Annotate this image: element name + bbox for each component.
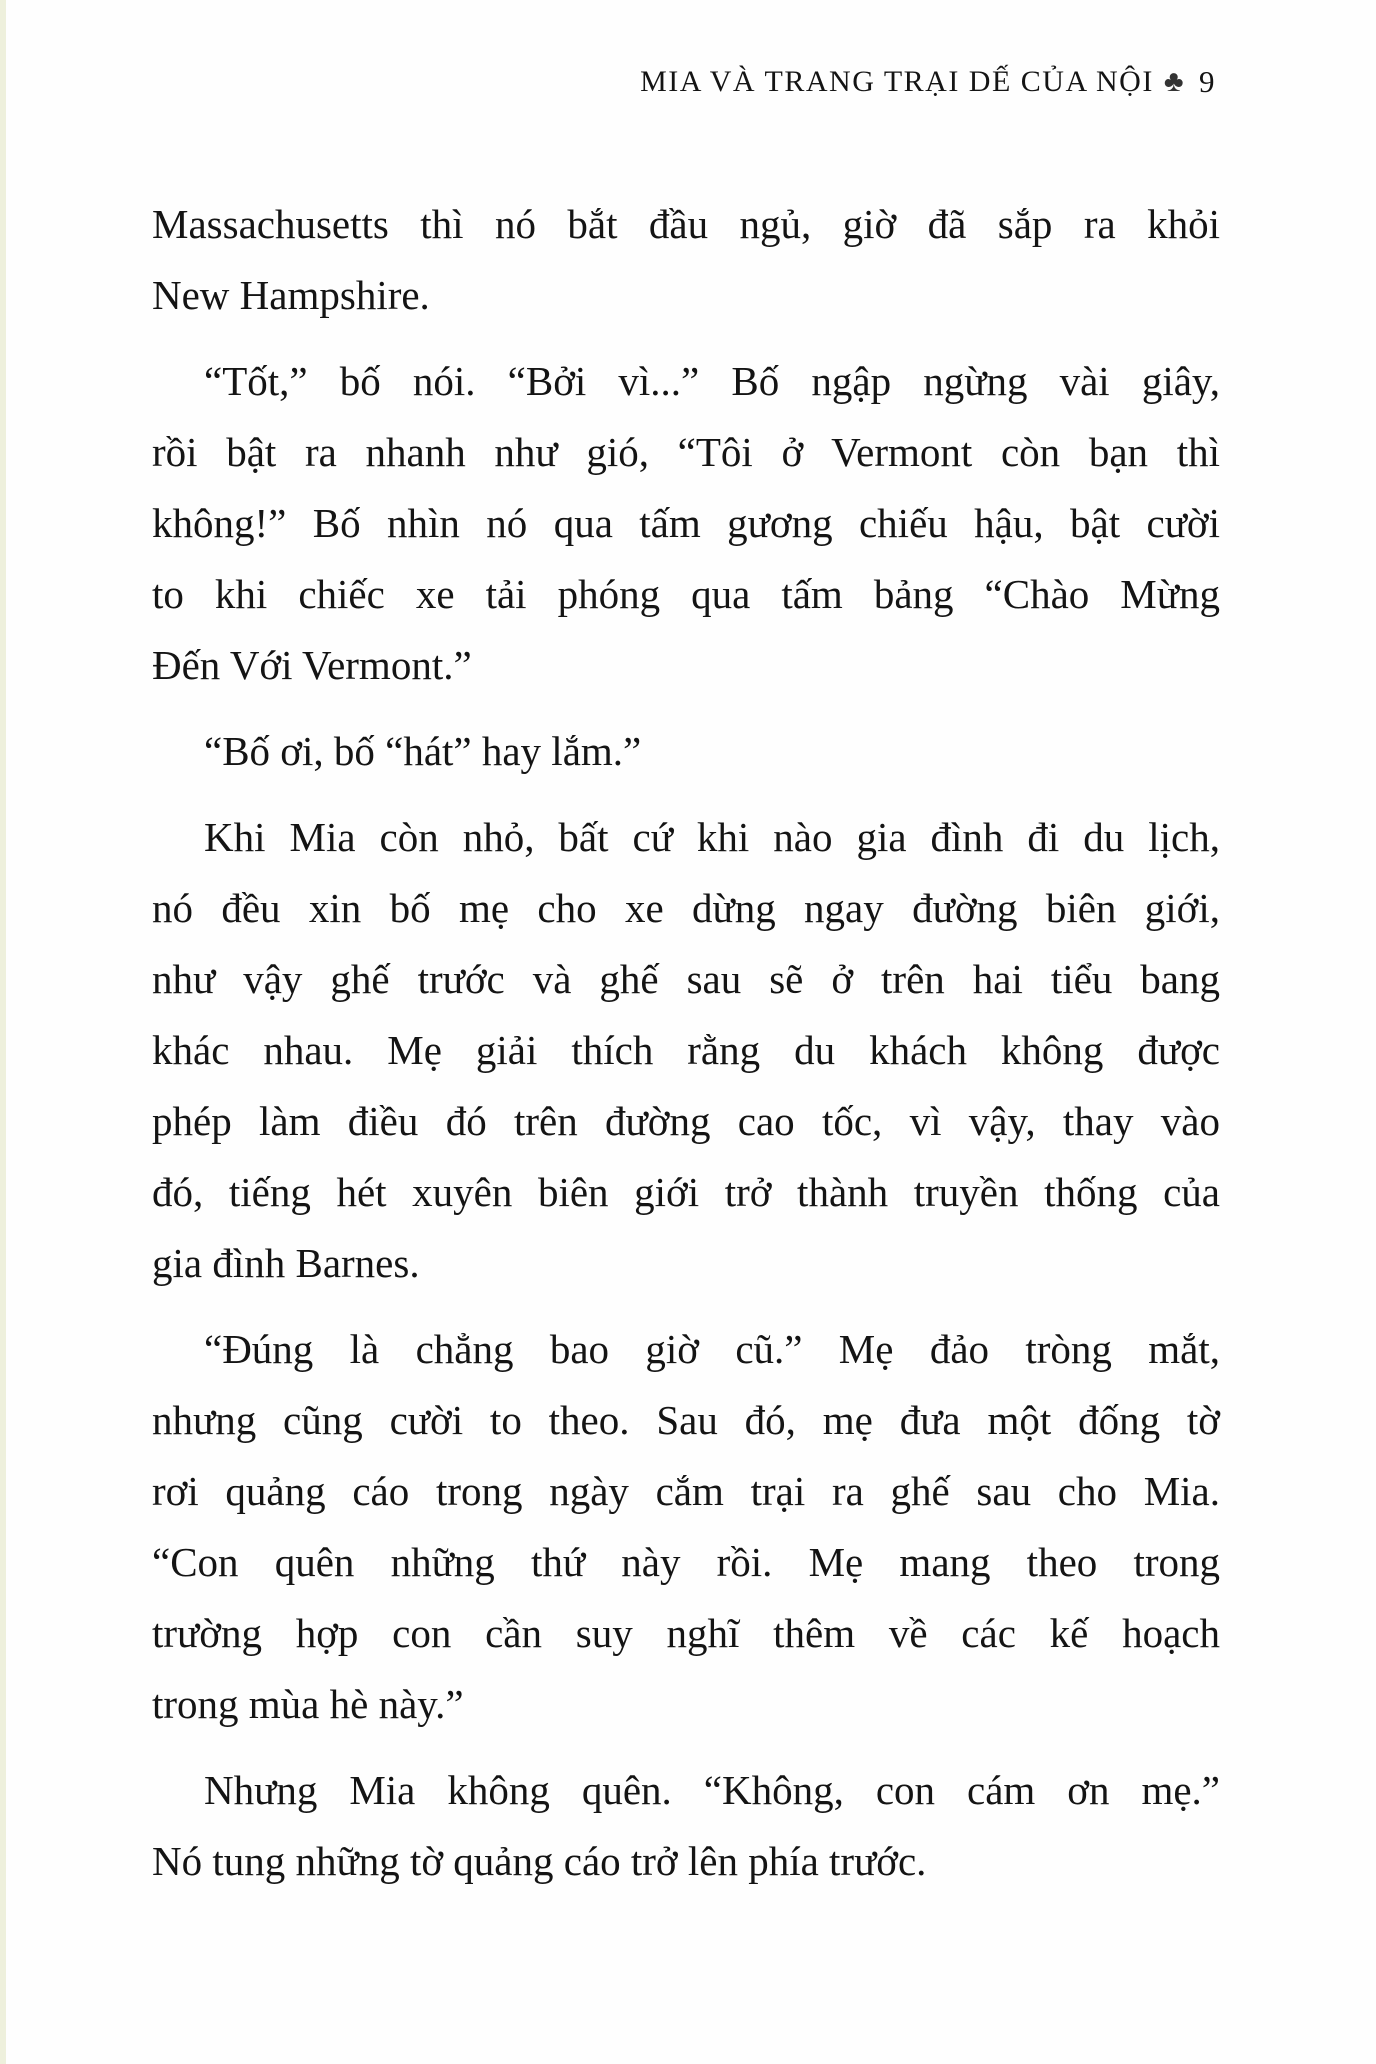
text-line: “Tốt,” bố nói. “Bởi vì...” Bố ngập ngừng vài giây, — [204, 358, 1220, 404]
paragraph — [152, 346, 1220, 701]
text-line: nhưng cũng cười to theo. Sau đó, mẹ đưa một đống tờ — [152, 1397, 1220, 1443]
text-line: rơi quảng cáo trong ngày cắm trại ra ghế sau cho Mia. — [152, 1468, 1220, 1514]
text-line: trong mùa hè này.” — [152, 1681, 464, 1727]
paragraph — [152, 802, 1220, 1299]
text-line: New Hampshire. — [152, 272, 430, 318]
text-line: “Con quên những thứ này rồi. Mẹ mang theo trong — [152, 1539, 1220, 1585]
text-line: rồi bật ra nhanh như gió, “Tôi ở Vermont còn bạn thì — [152, 429, 1220, 475]
page-number: 9 — [1199, 64, 1216, 99]
text-line: trường hợp con cần suy nghĩ thêm về các kế hoạch — [152, 1610, 1220, 1656]
text-line: nó đều xin bố mẹ cho xe dừng ngay đường biên giới, — [152, 885, 1220, 931]
body-text — [152, 189, 1220, 1912]
text-line: Nhưng Mia không quên. “Không, con cám ơn mẹ.” — [204, 1767, 1220, 1813]
paragraph — [152, 1755, 1220, 1897]
paragraph — [152, 189, 1220, 331]
text-line: Khi Mia còn nhỏ, bất cứ khi nào gia đình đi du lịch, — [204, 814, 1220, 860]
paragraph — [152, 716, 1220, 787]
text-line: “Đúng là chẳng bao giờ cũ.” Mẹ đảo tròng mắt, — [204, 1326, 1220, 1372]
paragraph — [152, 1314, 1220, 1740]
clover-icon: ♣ — [1163, 65, 1185, 98]
text-line: Đến Với Vermont.” — [152, 642, 472, 688]
text-line: khác nhau. Mẹ giải thích rằng du khách không được — [152, 1027, 1220, 1073]
text-line: gia đình Barnes. — [152, 1240, 420, 1286]
text-line: không!” Bố nhìn nó qua tấm gương chiếu hậu, bật cười — [152, 500, 1220, 546]
page-edge — [0, 0, 6, 2064]
text-line: Nó tung những tờ quảng cáo trở lên phía trước. — [152, 1838, 927, 1884]
text-line: to khi chiếc xe tải phóng qua tấm bảng “Chào Mừng — [152, 571, 1220, 617]
text-line: phép làm điều đó trên đường cao tốc, vì vậy, thay vào — [152, 1098, 1220, 1144]
book-title: MIA VÀ TRANG TRẠI DẾ CỦA NỘI — [640, 65, 1154, 98]
text-line: Massachusetts thì nó bắt đầu ngủ, giờ đã sắp ra khỏi — [152, 201, 1220, 247]
text-line: “Bố ơi, bố “hát” hay lắm.” — [204, 728, 642, 774]
running-header — [640, 62, 1216, 102]
text-line: đó, tiếng hét xuyên biên giới trở thành truyền thống của — [152, 1169, 1220, 1215]
text-line: như vậy ghế trước và ghế sau sẽ ở trên hai tiểu bang — [152, 956, 1220, 1002]
